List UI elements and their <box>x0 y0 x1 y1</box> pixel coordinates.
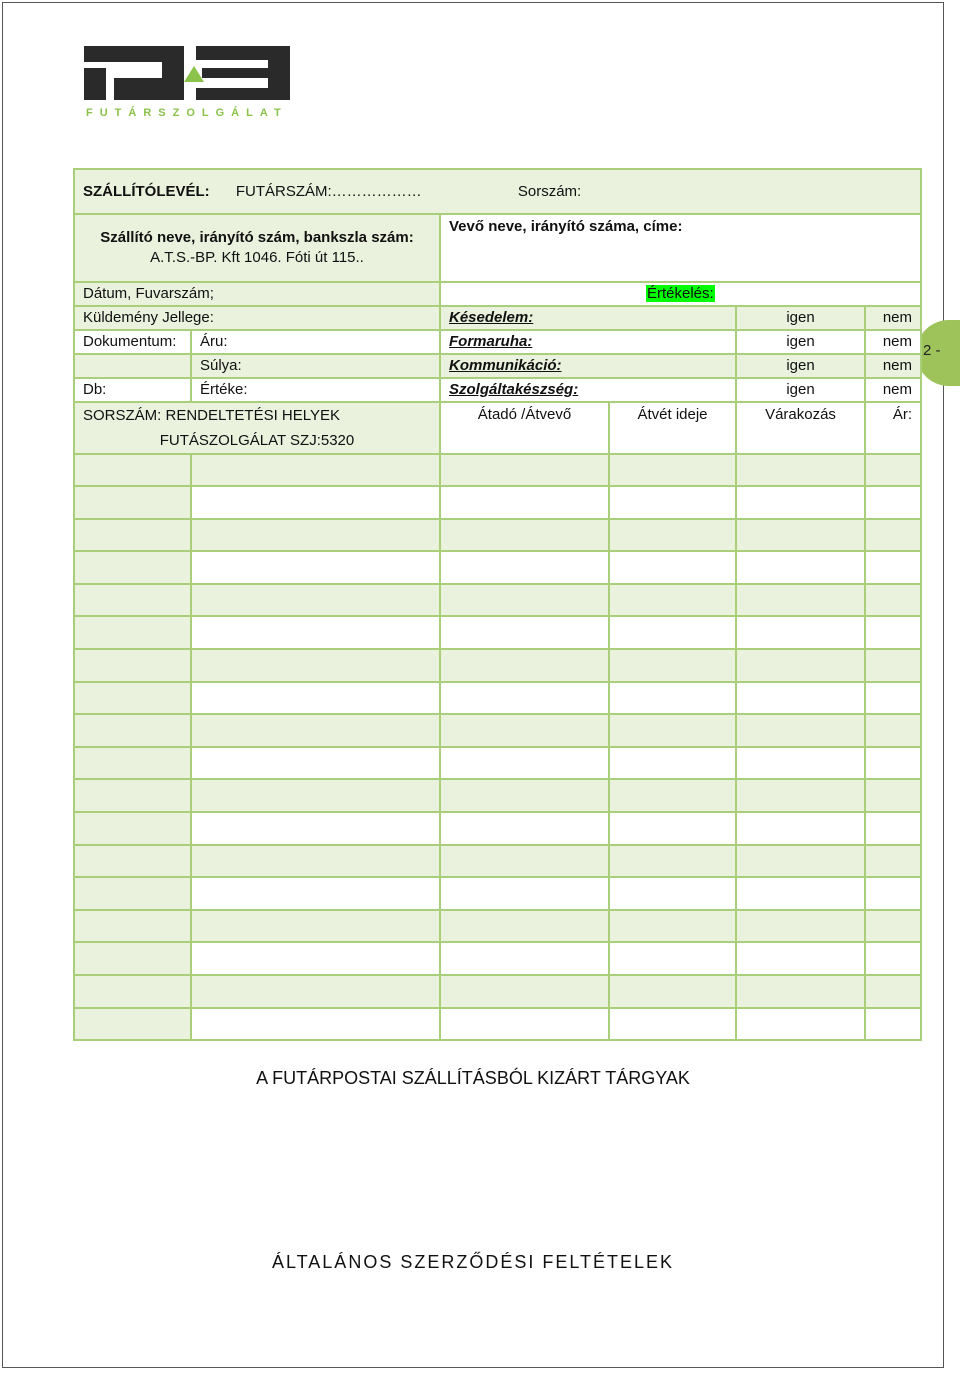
entry-destination-cell[interactable] <box>191 1008 440 1041</box>
terms-heading: ÁLTALÁNOS SZERZŐDÉSI FELTÉTELEK <box>271 1252 675 1272</box>
date-label: Dátum, Fuvarszám; <box>83 285 214 302</box>
entry-waiting-cell[interactable] <box>736 454 865 486</box>
entry-handover-cell[interactable] <box>440 486 609 519</box>
entry-handover-cell[interactable] <box>440 877 609 910</box>
entry-index-cell[interactable] <box>74 1008 191 1041</box>
shipment-type-cell <box>74 306 440 330</box>
entry-index-cell[interactable] <box>74 454 191 486</box>
entry-waiting-cell[interactable] <box>736 584 865 617</box>
entry-index-cell[interactable] <box>74 845 191 878</box>
entry-row <box>74 942 921 975</box>
entry-handover-cell[interactable] <box>440 975 609 1008</box>
entry-price-cell[interactable] <box>865 910 921 943</box>
entry-index-cell[interactable] <box>74 551 191 584</box>
rating-service-yes[interactable]: igen <box>736 378 865 402</box>
entry-destination-cell[interactable] <box>191 486 440 519</box>
rating-uniform-no[interactable]: nem <box>865 330 921 354</box>
quantity-label: Db: <box>83 381 107 398</box>
entry-price-cell[interactable] <box>865 877 921 910</box>
page-number: 2 - <box>923 342 941 359</box>
entry-handover-cell[interactable] <box>440 454 609 486</box>
rating-service-label: Szolgáltakészség: <box>449 381 579 398</box>
entry-row <box>74 682 921 715</box>
entry-index-cell[interactable] <box>74 747 191 780</box>
entry-row <box>74 519 921 552</box>
entry-price-cell[interactable] <box>865 845 921 878</box>
entry-row <box>74 747 921 780</box>
entry-handover-cell[interactable] <box>440 747 609 780</box>
entry-price-cell[interactable] <box>865 616 921 649</box>
entry-receipt-time-cell[interactable] <box>609 486 736 519</box>
sender-value: A.T.S.-BP. Kft 1046. Fóti út 115.. <box>150 249 364 266</box>
form-title: SZÁLLÍTÓLEVÉL: <box>83 182 210 200</box>
entry-row <box>74 551 921 584</box>
entry-row <box>74 877 921 910</box>
entry-row <box>74 779 921 812</box>
entry-waiting-cell[interactable] <box>736 486 865 519</box>
date-cell <box>74 282 440 306</box>
entry-row <box>74 584 921 617</box>
entry-waiting-cell[interactable] <box>736 747 865 780</box>
entry-index-cell[interactable] <box>74 877 191 910</box>
entry-price-cell[interactable] <box>865 714 921 747</box>
entry-receipt-time-cell[interactable] <box>609 454 736 486</box>
entry-receipt-time-cell[interactable] <box>609 1008 736 1041</box>
entry-handover-cell[interactable] <box>440 551 609 584</box>
rating-communication-label: Kommunikáció: <box>449 357 562 374</box>
entry-row <box>74 616 921 649</box>
entry-destination-cell[interactable] <box>191 551 440 584</box>
entry-price-cell[interactable] <box>865 1008 921 1041</box>
col-header-price: Ár: <box>865 402 921 454</box>
header-row <box>74 169 921 214</box>
weight-label: Súlya: <box>200 357 242 374</box>
entry-receipt-time-cell[interactable] <box>609 714 736 747</box>
rating-label: Értékelés: <box>647 285 714 302</box>
entry-destination-cell[interactable] <box>191 975 440 1008</box>
entry-receipt-time-cell[interactable] <box>609 519 736 552</box>
entry-index-cell[interactable] <box>74 910 191 943</box>
weight-cell <box>191 354 440 378</box>
entry-price-cell[interactable] <box>865 486 921 519</box>
rating-uniform-yes[interactable]: igen <box>736 330 865 354</box>
rating-uniform-label: Formaruha: <box>449 333 533 350</box>
delivery-form-table <box>73 168 922 1041</box>
destinations-header-label: SORSZÁM: RENDELTETÉSI HELYEK <box>83 407 340 424</box>
entry-index-cell[interactable] <box>74 616 191 649</box>
entry-index-cell[interactable] <box>74 942 191 975</box>
entry-waiting-cell[interactable] <box>736 910 865 943</box>
entry-destination-cell[interactable] <box>191 714 440 747</box>
entry-handover-cell[interactable] <box>440 942 609 975</box>
entry-price-cell[interactable] <box>865 682 921 715</box>
entry-price-cell[interactable] <box>865 812 921 845</box>
entry-waiting-cell[interactable] <box>736 845 865 878</box>
rating-header-cell <box>440 282 921 306</box>
entry-handover-cell[interactable] <box>440 616 609 649</box>
courier-number-label: FUTÁRSZÁM:……………… <box>235 182 422 200</box>
entry-row <box>74 845 921 878</box>
entry-index-cell[interactable] <box>74 519 191 552</box>
entry-row <box>74 714 921 747</box>
entry-waiting-cell[interactable] <box>736 551 865 584</box>
value-label: Értéke: <box>200 381 248 398</box>
sender-label: Szállító neve, irányító szám, bankszla szám: <box>100 229 414 246</box>
entry-destination-cell[interactable] <box>191 584 440 617</box>
entry-price-cell[interactable] <box>865 551 921 584</box>
entry-receipt-time-cell[interactable] <box>609 877 736 910</box>
entry-price-cell[interactable] <box>865 747 921 780</box>
rating-delay-no[interactable]: nem <box>865 306 921 330</box>
entry-index-cell[interactable] <box>74 779 191 812</box>
entry-handover-cell[interactable] <box>440 584 609 617</box>
entry-receipt-time-cell[interactable] <box>609 942 736 975</box>
rating-communication-no[interactable]: nem <box>865 354 921 378</box>
serial-number-label: Sorszám: <box>517 182 582 200</box>
entry-waiting-cell[interactable] <box>736 519 865 552</box>
entry-index-cell[interactable] <box>74 975 191 1008</box>
rating-communication-yes[interactable]: igen <box>736 354 865 378</box>
entry-destination-cell[interactable] <box>191 616 440 649</box>
entry-waiting-cell[interactable] <box>736 1008 865 1041</box>
entry-receipt-time-cell[interactable] <box>609 910 736 943</box>
entry-handover-cell[interactable] <box>440 910 609 943</box>
entry-price-cell[interactable] <box>865 454 921 486</box>
goods-cell <box>191 330 440 354</box>
entry-handover-cell[interactable] <box>440 682 609 715</box>
entry-waiting-cell[interactable] <box>736 616 865 649</box>
entry-row <box>74 486 921 519</box>
entry-destination-cell[interactable] <box>191 942 440 975</box>
col-header-receipt-time: Átvét ideje <box>609 402 736 454</box>
quantity-cell <box>74 378 191 402</box>
entry-price-cell[interactable] <box>865 942 921 975</box>
rating-service-no[interactable]: nem <box>865 378 921 402</box>
entry-row <box>74 975 921 1008</box>
entry-destination-cell[interactable] <box>191 649 440 682</box>
excluded-items-heading: A FUTÁRPOSTAI SZÁLLÍTÁSBÓL KIZÁRT TÁRGYAK <box>256 1068 690 1088</box>
entry-row <box>74 649 921 682</box>
entry-receipt-time-cell[interactable] <box>609 551 736 584</box>
goods-label: Áru: <box>200 333 228 350</box>
entry-handover-cell[interactable] <box>440 714 609 747</box>
entry-receipt-time-cell[interactable] <box>609 616 736 649</box>
entry-waiting-cell[interactable] <box>736 942 865 975</box>
entry-index-cell[interactable] <box>74 682 191 715</box>
entry-destination-cell[interactable] <box>191 454 440 486</box>
entry-destination-cell[interactable] <box>191 779 440 812</box>
entry-receipt-time-cell[interactable] <box>609 975 736 1008</box>
entry-waiting-cell[interactable] <box>736 682 865 715</box>
entry-handover-cell[interactable] <box>440 519 609 552</box>
entry-destination-cell[interactable] <box>191 845 440 878</box>
entry-handover-cell[interactable] <box>440 1008 609 1041</box>
entry-waiting-cell[interactable] <box>736 877 865 910</box>
shipment-type-label: Küldemény Jellege: <box>83 309 214 326</box>
entry-destination-cell[interactable] <box>191 747 440 780</box>
rating-delay-yes[interactable]: igen <box>736 306 865 330</box>
entry-handover-cell[interactable] <box>440 779 609 812</box>
entry-waiting-cell[interactable] <box>736 779 865 812</box>
col-header-waiting: Várakozás <box>736 402 865 454</box>
entry-destination-cell[interactable] <box>191 682 440 715</box>
col-header-handover: Átadó /Átvevő <box>440 402 609 454</box>
entry-receipt-time-cell[interactable] <box>609 747 736 780</box>
entry-handover-cell[interactable] <box>440 845 609 878</box>
document-cell <box>74 330 191 354</box>
entry-handover-cell[interactable] <box>440 649 609 682</box>
courier-service-code: FUTÁSZOLGÁLAT SZJ:5320 <box>159 432 355 449</box>
rating-delay-label: Késedelem: <box>449 309 534 326</box>
entry-index-cell[interactable] <box>74 486 191 519</box>
destinations-header <box>74 402 440 454</box>
entry-row <box>74 910 921 943</box>
entry-price-cell[interactable] <box>865 519 921 552</box>
entry-index-cell[interactable] <box>74 584 191 617</box>
entry-price-cell[interactable] <box>865 975 921 1008</box>
entry-row <box>74 454 921 486</box>
entry-waiting-cell[interactable] <box>736 812 865 845</box>
sender-cell <box>74 214 440 282</box>
entry-receipt-time-cell[interactable] <box>609 812 736 845</box>
entry-index-cell[interactable] <box>74 812 191 845</box>
entry-row <box>74 1008 921 1041</box>
entry-destination-cell[interactable] <box>191 812 440 845</box>
entry-receipt-time-cell[interactable] <box>609 584 736 617</box>
value-cell <box>191 378 440 402</box>
entry-destination-cell[interactable] <box>191 877 440 910</box>
receiver-cell <box>440 214 921 282</box>
entry-price-cell[interactable] <box>865 649 921 682</box>
entry-row <box>74 812 921 845</box>
entry-receipt-time-cell[interactable] <box>609 649 736 682</box>
entry-receipt-time-cell[interactable] <box>609 845 736 878</box>
entry-price-cell[interactable] <box>865 584 921 617</box>
document-label: Dokumentum: <box>83 333 177 350</box>
entry-index-cell[interactable] <box>74 649 191 682</box>
entry-rows <box>74 454 921 1040</box>
entry-waiting-cell[interactable] <box>736 649 865 682</box>
entry-receipt-time-cell[interactable] <box>609 779 736 812</box>
entry-destination-cell[interactable] <box>191 519 440 552</box>
receiver-label: Vevő neve, irányító száma, címe: <box>449 218 683 235</box>
entry-waiting-cell[interactable] <box>736 714 865 747</box>
entry-waiting-cell[interactable] <box>736 975 865 1008</box>
entry-handover-cell[interactable] <box>440 812 609 845</box>
logo-subtitle: FUTÁRSZOLGÁLAT <box>86 107 288 119</box>
entry-receipt-time-cell[interactable] <box>609 682 736 715</box>
entry-index-cell[interactable] <box>74 714 191 747</box>
entry-destination-cell[interactable] <box>191 910 440 943</box>
entry-price-cell[interactable] <box>865 779 921 812</box>
